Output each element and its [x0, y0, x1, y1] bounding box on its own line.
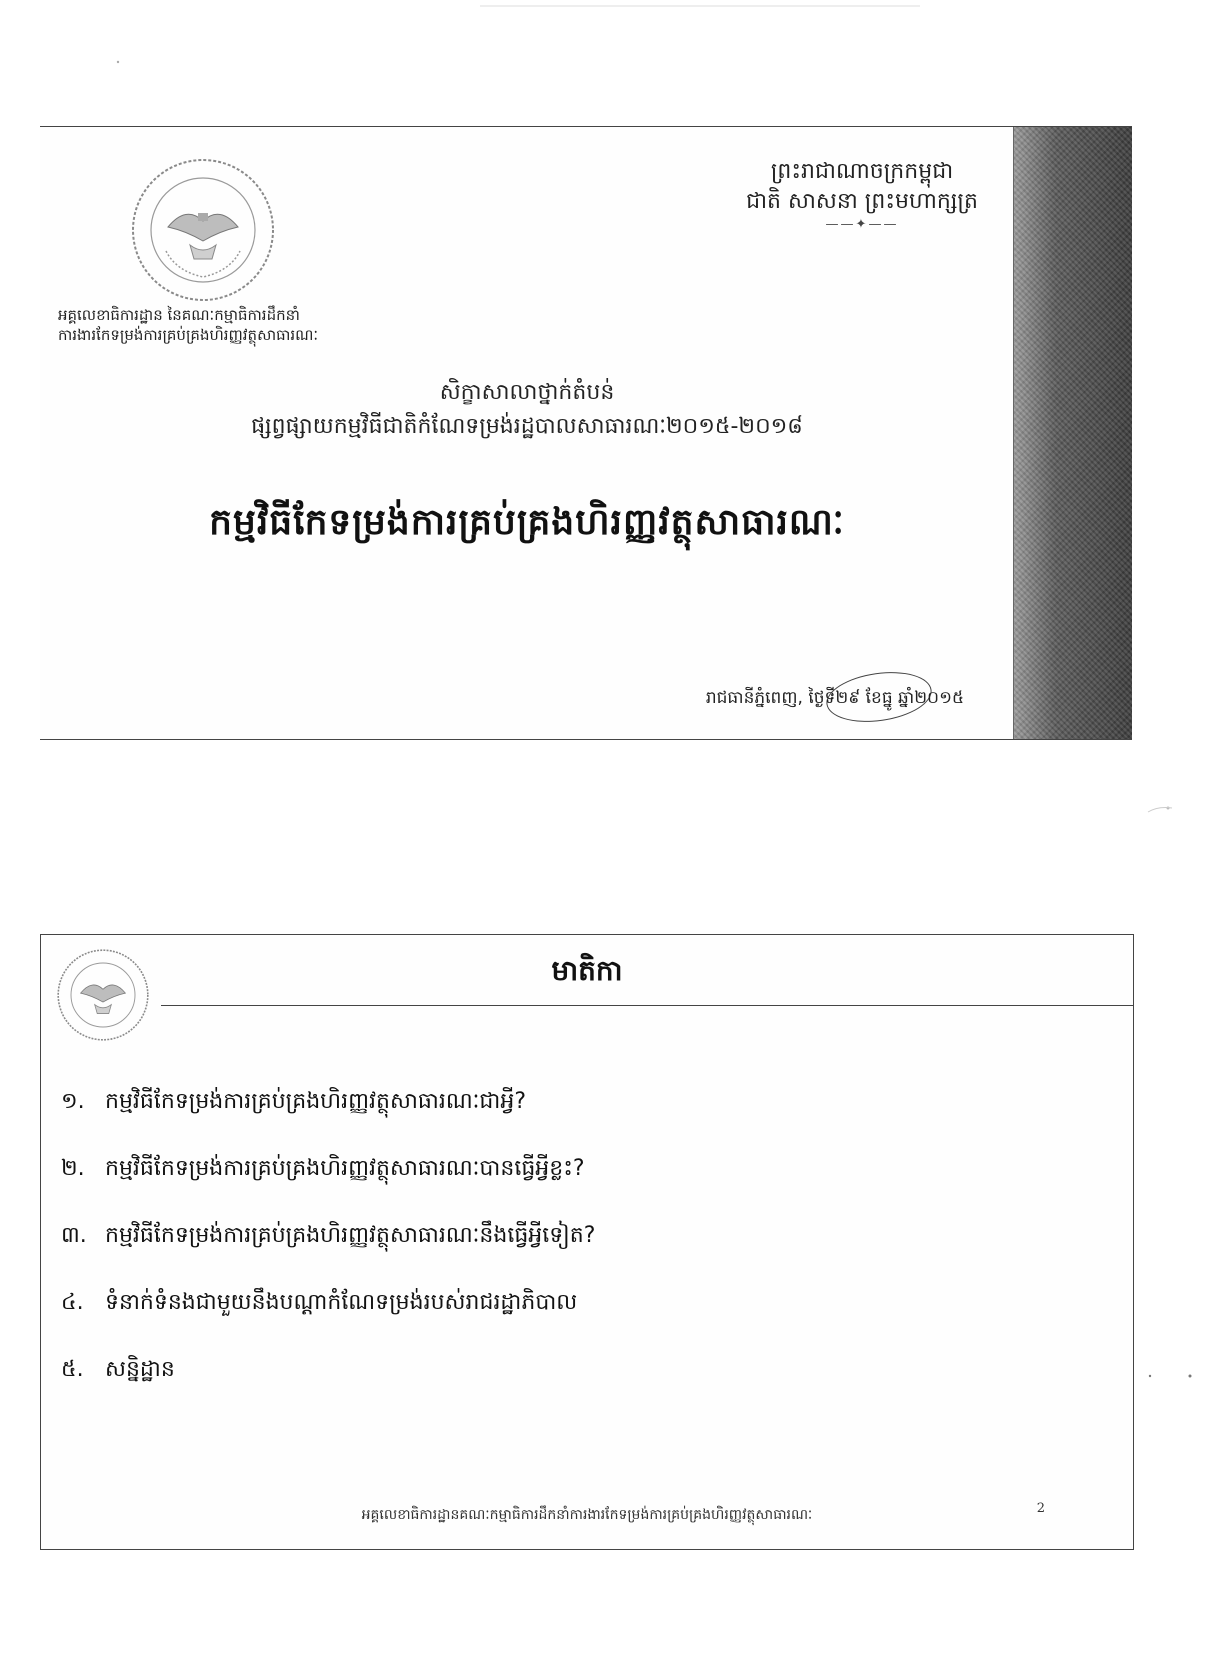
- ministry-line-2: ការងារកែទម្រង់ការគ្រប់គ្រងហិរញ្ញវត្ថុសាធារណៈ: [58, 326, 319, 344]
- contents-slide: [40, 934, 1134, 1550]
- workshop-title: សិក្ខាសាលាថ្នាក់តំបន់: [439, 380, 615, 405]
- list-item: [61, 1221, 1101, 1288]
- title-slide: [40, 126, 1132, 740]
- item-text: កម្មវិធីកែទម្រង់ការគ្រប់គ្រងហិរញ្ញវត្ថុសាធារណៈនឹងធ្វើអ្វីទៀត?: [105, 1223, 596, 1248]
- ministry-line-1: អគ្គលេខាធិការដ្ឋាន នៃគណៈកម្មាធិការដឹកនាំ: [58, 306, 300, 324]
- list-item: [61, 1288, 1101, 1355]
- slide-footer: អគ្គលេខាធិការដ្ឋានគណៈកម្មាធិការដឹកនាំការងារកែទម្រង់ការគ្រប់គ្រងហិរញ្ញវត្ថុសាធារណៈ: [361, 1507, 813, 1523]
- kingdom-motto: [732, 157, 992, 232]
- item-text: សន្និដ្ឋាន: [105, 1357, 175, 1382]
- ministry-seal-icon: [128, 155, 278, 305]
- page-number: 2: [1036, 1501, 1045, 1516]
- item-number: ៥.: [61, 1357, 84, 1382]
- list-item: [61, 1355, 1101, 1422]
- kingdom-line-1: ព្រះរាជាណាចក្រកម្ពុជា: [770, 159, 954, 184]
- workshop-subtitle: ផ្សព្វផ្សាយកម្មវិធីជាតិកំណែទម្រង់រដ្ឋបាលសាធារណៈ២០១៥-២០១៨: [251, 414, 803, 439]
- kingdom-ornament: ——✦——: [825, 217, 899, 232]
- item-text: កម្មវិធីកែទម្រង់ការគ្រប់គ្រងហិរញ្ញវត្ថុសាធារណៈជាអ្វី?: [105, 1089, 527, 1114]
- heading-divider: [161, 1005, 1133, 1006]
- item-number: ៤.: [61, 1290, 84, 1315]
- main-title: កម្មវិធីកែទម្រង់ការគ្រប់គ្រងហិរញ្ញវត្ថុសាធារណៈ: [209, 501, 845, 543]
- decorative-side-bar: [1013, 127, 1132, 739]
- item-number: ១.: [61, 1089, 85, 1114]
- item-text: ទំនាក់ទំនងជាមួយនឹងបណ្តាកំណែទម្រង់របស់រាជរដ្ឋាភិបាល: [105, 1290, 578, 1315]
- list-item: [61, 1087, 1101, 1154]
- contents-heading: មាតិកា: [551, 954, 623, 987]
- place-date: រាជធានីភ្នំពេញ, ថ្ងៃទី២៩ ខែធ្នូ ឆ្នាំ២០១៥: [705, 688, 964, 708]
- item-number: ៣.: [61, 1223, 87, 1248]
- kingdom-line-2: ជាតិ សាសនា ព្រះមហាក្សត្រ: [746, 189, 978, 214]
- item-number: ២.: [61, 1156, 85, 1181]
- contents-list: [61, 1087, 1101, 1422]
- ministry-name: [58, 305, 378, 345]
- list-item: [61, 1154, 1101, 1221]
- item-text: កម្មវិធីកែទម្រង់ការគ្រប់គ្រងហិរញ្ញវត្ថុសាធារណៈបានធ្វើអ្វីខ្លះ?: [105, 1156, 585, 1181]
